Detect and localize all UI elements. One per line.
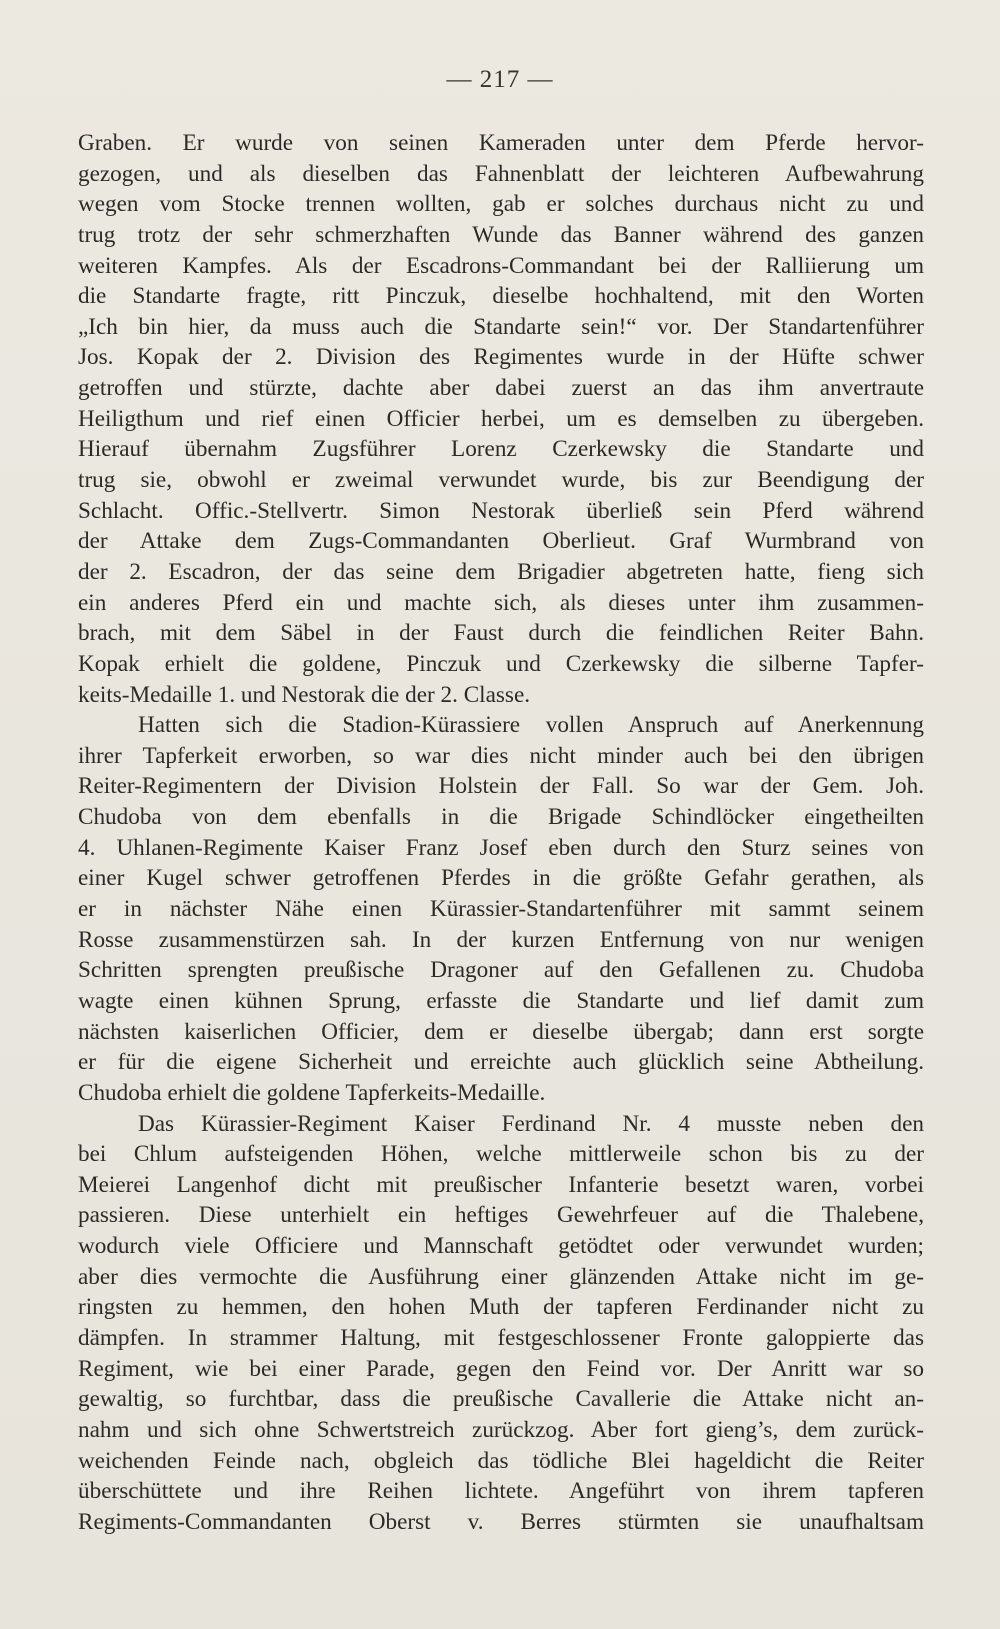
text-line: „Ich bin hier, da muss auch die Standarte sein!“ vor. Der Standartenführer xyxy=(78,313,924,340)
text-line: er für die eigene Sicherheit und erreichte auch glücklich seine Abtheilung. xyxy=(78,1049,924,1076)
text-line: Regiments-Commandanten Oberst v. Berres stürmten sie unaufhaltsam xyxy=(78,1508,924,1535)
text-line: brach, mit dem Säbel in der Faust durch die feindlichen Reiter Bahn. xyxy=(78,620,924,647)
text-line: trug sie, obwohl er zweimal verwundet wurde, bis zur Beendigung der xyxy=(78,467,924,494)
text-line: Schlacht. Offic.-Stellvertr. Simon Nestorak überließ sein Pferd während xyxy=(78,497,924,524)
text-line: wodurch viele Officiere und Mannschaft getödtet oder verwundet wurden; xyxy=(78,1233,924,1260)
body-text xyxy=(78,128,924,1537)
text-line: Chudoba von dem ebenfalls in die Brigade Schindlöcker eingetheilten xyxy=(78,804,924,831)
text-line: wagte einen kühnen Sprung, erfasste die Standarte und lief damit zum xyxy=(78,987,924,1014)
text-line: weichenden Feinde nach, obgleich das tödliche Blei hageldicht die Reiter xyxy=(78,1447,924,1474)
text-line: Graben. Er wurde von seinen Kameraden unter dem Pferde hervor- xyxy=(78,130,924,156)
text-line: getroffen und stürzte, dachte aber dabei zuerst an das ihm anvertraute xyxy=(78,375,924,402)
text-line: 4. Uhlanen-Regimente Kaiser Franz Josef eben durch den Sturz seines von xyxy=(78,834,924,861)
page-number: — 217 — xyxy=(446,66,554,93)
text-line: Heiligthum und rief einen Officier herbei, um es demselben zu übergeben. xyxy=(78,405,924,432)
text-line: gewaltig, so furchtbar, dass die preußische Cavallerie die Attake nicht an- xyxy=(78,1386,924,1413)
text-line: ein anderes Pferd ein und machte sich, als dieses unter ihm zusammen- xyxy=(78,589,924,616)
text-line: der 2. Escadron, der das seine dem Brigadier abgetreten hatte, fieng sich xyxy=(78,558,924,585)
text-line: weiteren Kampfes. Als der Escadrons-Commandant bei der Ralliierung um xyxy=(78,252,924,279)
text-line: er in nächster Nähe einen Kürassier-Standartenführer mit sammt seinem xyxy=(78,896,924,923)
text-line: Jos. Kopak der 2. Division des Regimentes wurde in der Hüfte schwer xyxy=(78,344,924,371)
text-line: Meierei Langenhof dicht mit preußischer Infanterie besetzt waren, vorbei xyxy=(78,1171,924,1198)
text-line: ihrer Tapferkeit erworben, so war dies nicht minder auch bei den übrigen xyxy=(78,742,924,769)
text-line: gezogen, und als dieselben das Fahnenblatt der leichteren Aufbewahrung xyxy=(78,160,924,187)
text-line: die Standarte fragte, ritt Pinczuk, dieselbe hochhaltend, mit den Worten xyxy=(78,283,924,310)
text-line: nächsten kaiserlichen Officier, dem er dieselbe übergab; dann erst sorgte xyxy=(78,1018,924,1045)
text-line: Regiment, wie bei einer Parade, gegen den Feind vor. Der Anritt war so xyxy=(78,1355,924,1382)
text-line: wegen vom Stocke trennen wollten, gab er solches durchaus nicht zu und xyxy=(78,191,924,218)
text-line: aber dies vermochte die Ausführung einer glänzenden Attake nicht im ge- xyxy=(78,1263,924,1290)
text-line: der Attake dem Zugs-Commandanten Oberlieut. Graf Wurmbrand von xyxy=(78,528,924,555)
text-line: Schritten sprengten preußische Dragoner auf den Gefallenen zu. Chudoba xyxy=(78,957,924,984)
text-line: Rosse zusammenstürzen sah. In der kurzen Entfernung von nur wenigen xyxy=(78,926,924,953)
text-line: keits-Medaille 1. und Nestorak die der 2. Classe. xyxy=(78,681,531,708)
text-line: trug trotz der sehr schmerzhaften Wunde das Banner während des ganzen xyxy=(78,221,924,248)
text-line: Hierauf übernahm Zugsführer Lorenz Czerkewsky die Standarte und xyxy=(78,436,924,463)
text-line: nahm und sich ohne Schwertstreich zurückzog. Aber fort gieng’s, dem zurück- xyxy=(78,1416,924,1443)
text-line: einer Kugel schwer getroffenen Pferdes in die größte Gefahr gerathen, als xyxy=(78,865,924,892)
text-line: ringsten zu hemmen, den hohen Muth der tapferen Ferdinander nicht zu xyxy=(78,1294,924,1321)
text-line: Das Kürassier-Regiment Kaiser Ferdinand Nr. 4 musste neben den xyxy=(138,1110,924,1137)
text-line: passieren. Diese unterhielt ein heftiges Gewehrfeuer auf die Thalebene, xyxy=(78,1202,924,1229)
text-line: Reiter-Regimentern der Division Holstein der Fall. So war der Gem. Joh. xyxy=(78,773,924,800)
text-line: überschüttete und ihre Reihen lichtete. Angeführt von ihrem tapferen xyxy=(78,1478,924,1505)
text-line: Chudoba erhielt die goldene Tapferkeits-Medaille. xyxy=(78,1079,546,1106)
text-line: Hatten sich die Stadion-Kürassiere vollen Anspruch auf Anerkennung xyxy=(138,712,924,739)
text-line: dämpfen. In strammer Haltung, mit festgeschlossener Fronte galoppierte das xyxy=(78,1324,924,1351)
text-line: bei Chlum aufsteigenden Höhen, welche mittlerweile schon bis zu der xyxy=(78,1141,924,1168)
text-line: Kopak erhielt die goldene, Pinczuk und Czerkewsky die silberne Tapfer- xyxy=(78,650,924,677)
